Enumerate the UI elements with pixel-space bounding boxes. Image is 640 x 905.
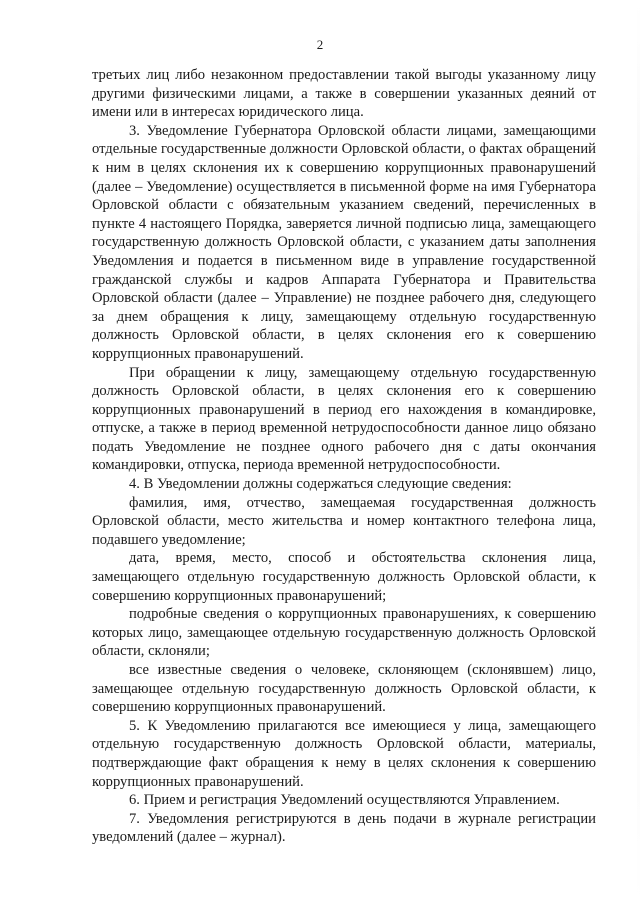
list-item-person: все известные сведения о человеке, склоняющем (склонявшем) лицо, замещающее отдельную государственную должность Орловской области, к совершению коррупционных правонарушений.: [92, 662, 596, 716]
list-item-details: подробные сведения о коррупционных правонарушениях, к совершению которых лицо, замещающее отдельную государственную должность Орловской области, склоняли;: [92, 606, 596, 660]
paragraph-item-3: 3. Уведомление Губернатора Орловской области лицами, замещающими отдельные государственные должности Орловской области, о фактах обращений к ним в целях склонения их к совершению коррупционных правонарушений (далее – Уведомление) осуществляется в письменной форме на имя Губернатора Орловской области с обязательным указанием сведений, перечисленных в пункте 4 настоящего Порядка, заверяется личной подписью лица, замещающего государственную должность Орловской области, с указанием даты заполнения Уведомления и подается в письменном виде в управление государственной гражданской службы и кадров Аппарата Губернатора и Правительства Орловской области (далее – Управление) не позднее рабочего дня, следующего за днем обращения к лицу, замещающему отдельную государственную должность Орловской области, в целях склонения его к совершению коррупционных правонарушений.: [92, 122, 596, 362]
paragraph-item-5: 5. К Уведомлению прилагаются все имеющиеся у лица, замещающего отдельную государственную должность Орловской области, материалы, подтверждающие факт обращения к нему в целях склонения к совершению коррупционных правонарушений.: [92, 717, 596, 790]
paragraph-item-4: 4. В Уведомлении должны содержаться следующие сведения:: [129, 476, 512, 493]
paragraph-item-7: 7. Уведомления регистрируются в день подачи в журнале регистрации уведомлений (далее – журнал).: [92, 810, 596, 846]
list-item-name: фамилия, имя, отчество, замещаемая государственная должность Орловской области, место жительства и номер контактного телефона лица, подавшего уведомление;: [92, 494, 596, 548]
document-body: [92, 66, 596, 847]
paragraph-continuation: третьих лиц либо незаконном предоставлении такой выгоды указанному лицу другими физическими лицами, а также в совершении указанных деяний от имени или в интересах юридического лица.: [92, 67, 596, 121]
page-number: 2: [316, 37, 324, 52]
paragraph-item-6: 6. Прием и регистрация Уведомлений осуществляются Управлением.: [129, 792, 560, 809]
list-item-date: дата, время, место, способ и обстоятельства склонения лица, замещающего отдельную государственную должность Орловской области, к совершению коррупционных правонарушений;: [92, 550, 596, 604]
paragraph-business-trip: При обращении к лицу, замещающему отдельную государственную должность Орловской области, в целях склонения его к совершению коррупционных правонарушений в период его нахождения в командировке, отпуске, а также в период временной нетрудоспособности данное лицо обязано подать Уведомление не позднее одного рабочего дня с даты окончания командировки, отпуска, периода временной нетрудоспособности.: [92, 364, 596, 474]
